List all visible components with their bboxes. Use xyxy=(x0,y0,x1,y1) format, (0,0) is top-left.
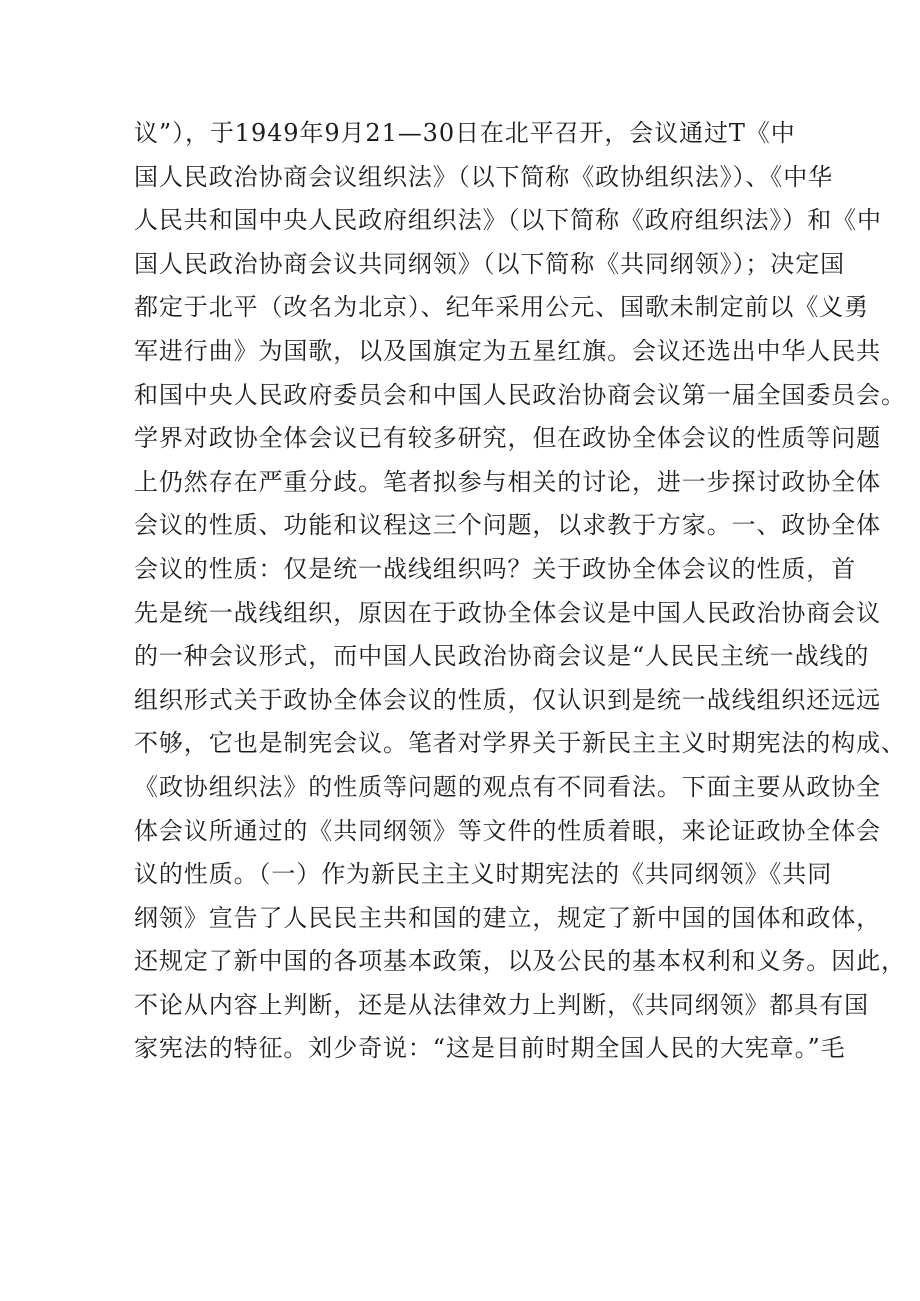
text-line-22: 家宪法的特征。刘少奇说：“这是目前时期全国人民的大宪章。”毛 xyxy=(134,1034,846,1063)
text-line-9: 上仍然存在严重分歧。笔者拟参与相关的讨论，进一步探讨政协全体 xyxy=(134,467,881,496)
text-line-3: 人民共和国中央人民政府组织法》（以下简称《政府组织法》）和《中 xyxy=(134,206,882,235)
text-line-4: 国人民政治协商会议共同纲领》（以下简称《共同纲领》）；决定国 xyxy=(134,249,845,278)
text-line-10: 会议的性质、功能和议程这三个问题，以求教于方家。一、政协全体 xyxy=(134,511,881,540)
text-line-6: 军进行曲》为国歌，以及国旗定为五星红旗。会议还选出中华人民共 xyxy=(134,336,881,365)
text-line-7: 和国中央人民政府委员会和中国人民政治协商会议第一届全国委员会。 xyxy=(134,380,906,409)
text-line-15: 不够，它也是制宪会议。笔者对学界关于新民主主义时期宪法的构成、 xyxy=(134,729,906,758)
text-line-1: 议”），于1949年9月21—30日在北平召开，会议通过T《中 xyxy=(134,119,796,147)
text-line-20: 还规定了新中国的各项基本政策，以及公民的基本权利和义务。因此， xyxy=(134,947,906,976)
text-line-14: 组织形式关于政协全体会议的性质，仅认识到是统一战线组织还远远 xyxy=(134,685,881,714)
text-line-16: 《政协组织法》的性质等问题的观点有不同看法。下面主要从政协全 xyxy=(134,772,881,801)
text-line-12: 先是统一战线组织，原因在于政协全体会议是中国人民政治协商会议 xyxy=(134,598,881,627)
text-line-2: 国人民政治协商会议组织法》（以下简称《政协组织法》）、《中华 xyxy=(134,162,833,191)
text-line-13: 的一种会议形式，而中国人民政治协商会议是“人民民主统一战线的 xyxy=(134,642,870,671)
text-line-18: 议的性质。（一）作为新民主主义时期宪法的《共同纲领》《共同 xyxy=(134,860,833,889)
text-line-8: 学界对政协全体会议已有较多研究，但在政协全体会议的性质等问题 xyxy=(134,424,881,453)
text-line-5: 都定于北平（改名为北京）、纪年采用公元、国歌未制定前以《义勇 xyxy=(134,293,869,322)
text-line-21: 不论从内容上判断，还是从法律效力上判断，《共同纲领》都具有国 xyxy=(134,990,869,1019)
text-line-19: 纲领》宣告了人民民主共和国的建立，规定了新中国的国体和政体， xyxy=(134,903,881,932)
text-line-17: 体会议所通过的《共同纲领》等文件的性质着眼，来论证政协全体会 xyxy=(134,816,881,845)
text-line-11: 会议的性质：仅是统一战线组织吗？关于政协全体会议的性质，首 xyxy=(134,554,857,583)
body-text xyxy=(134,112,906,1071)
